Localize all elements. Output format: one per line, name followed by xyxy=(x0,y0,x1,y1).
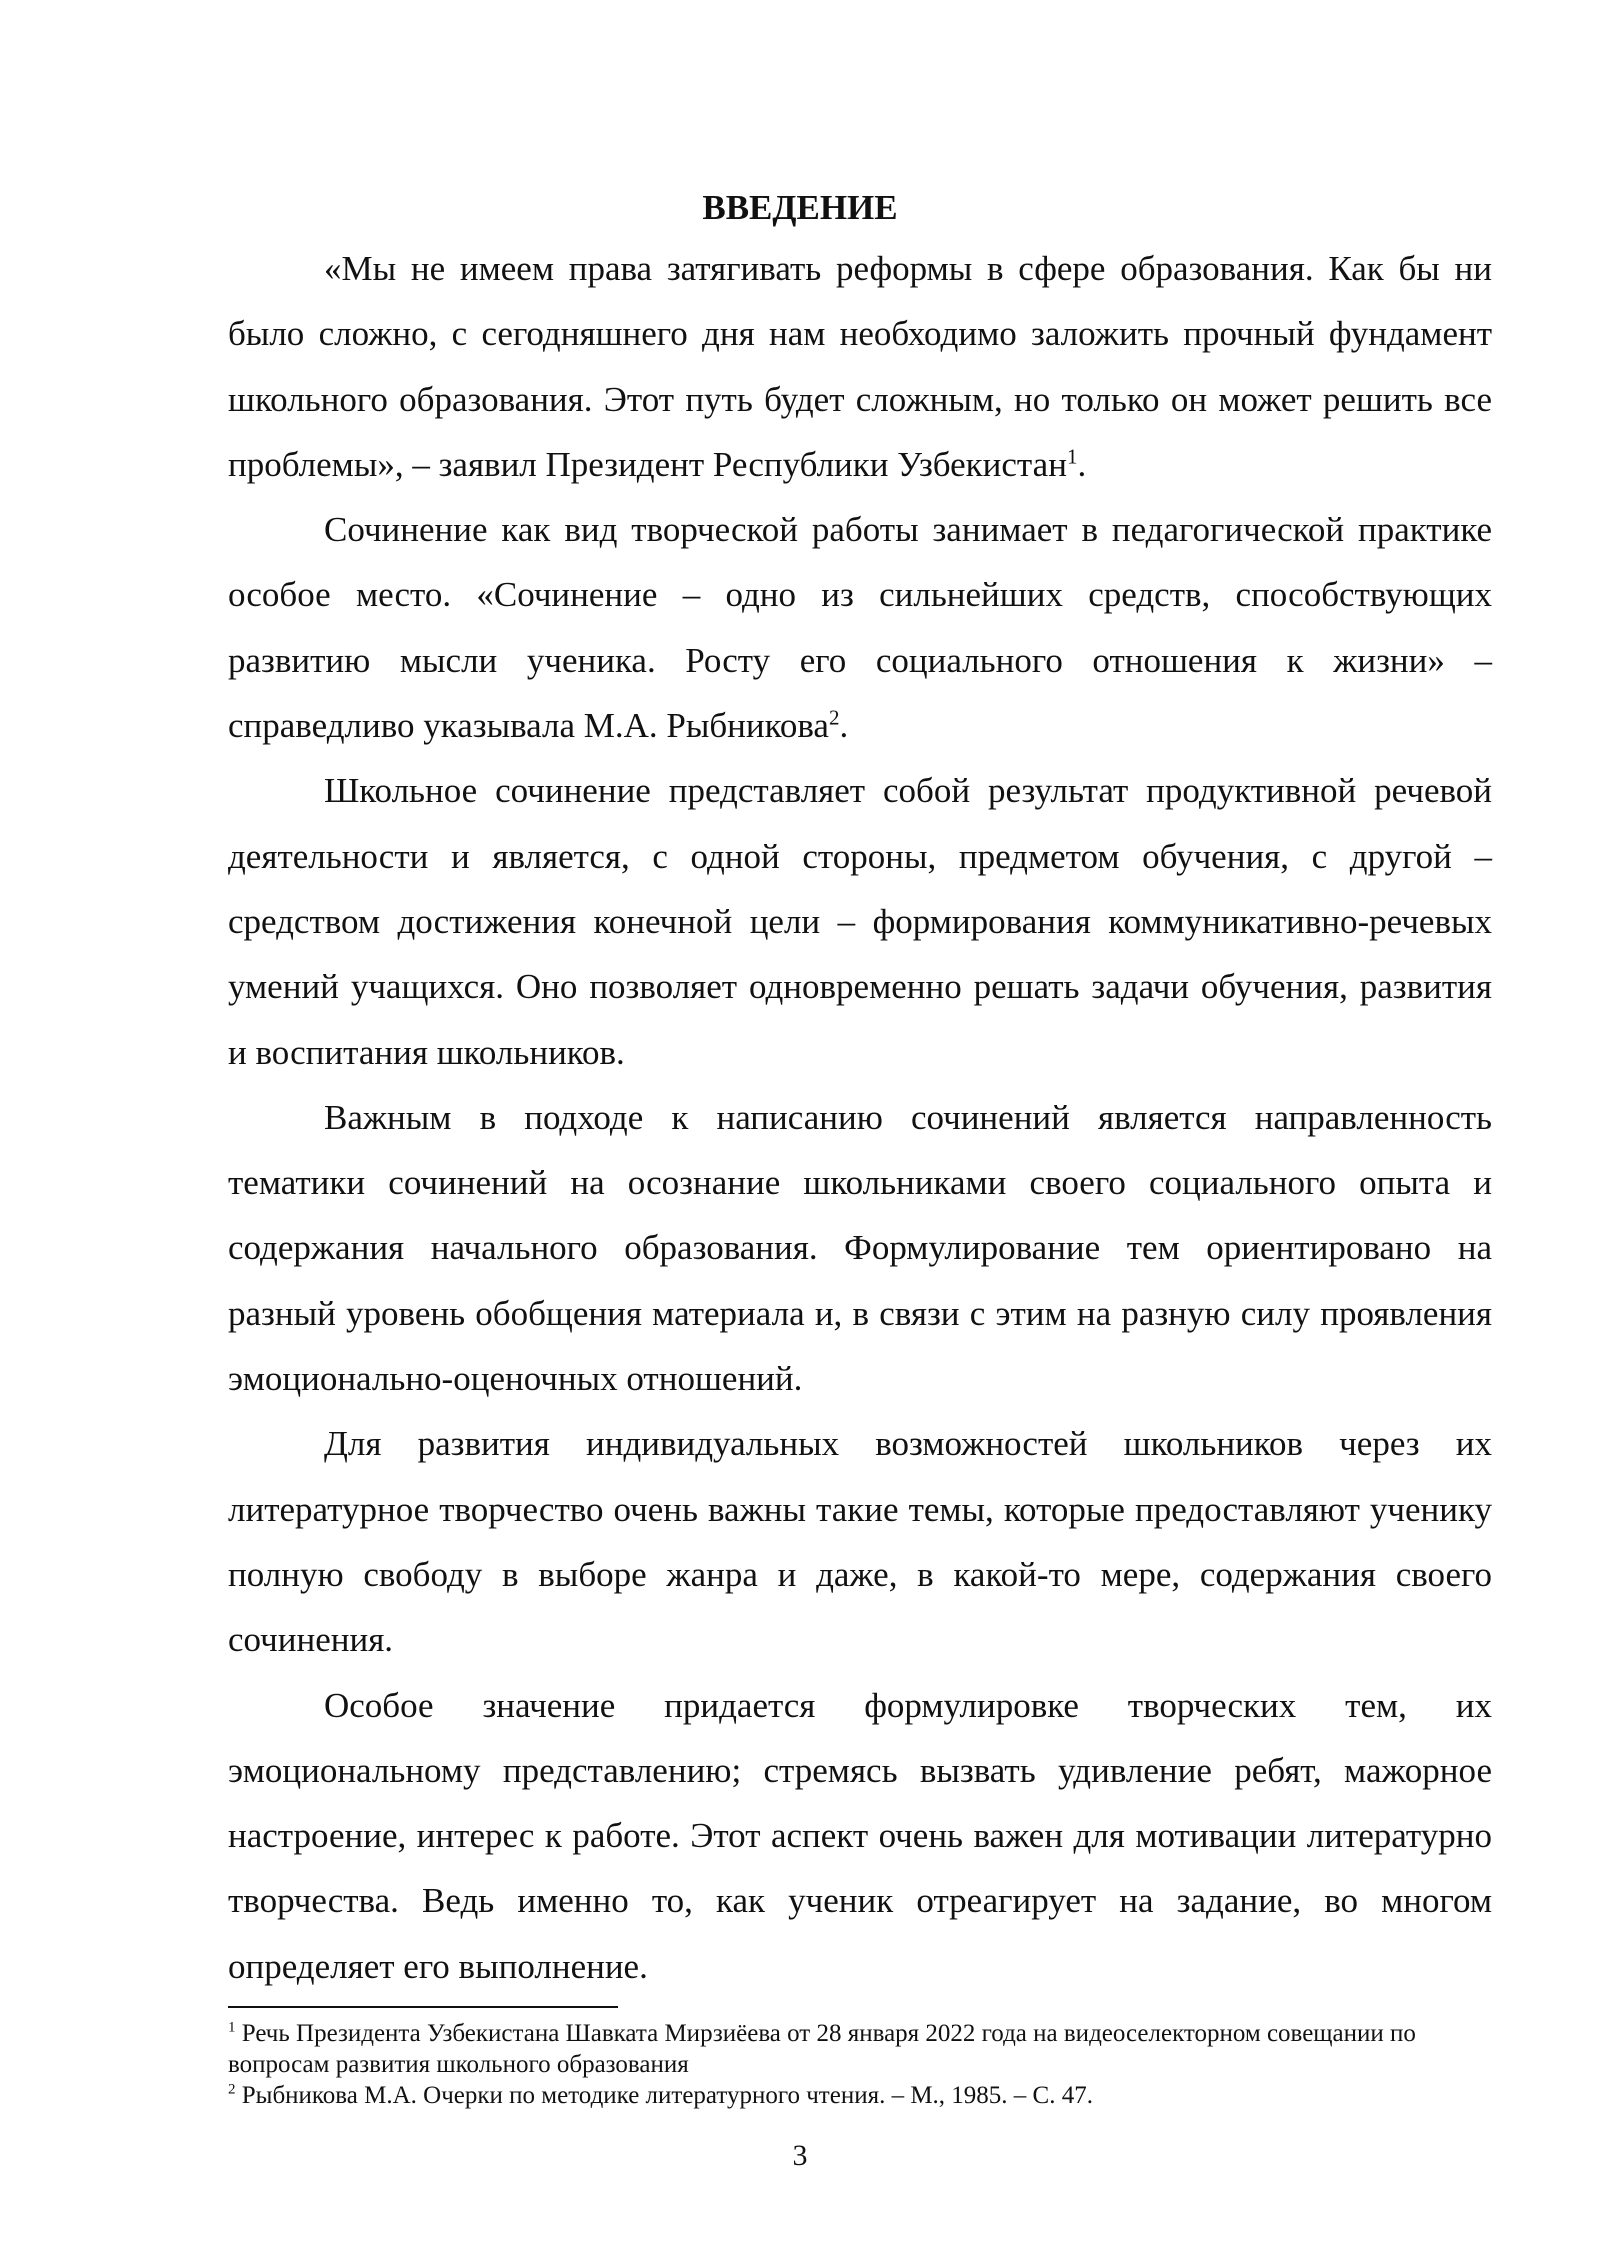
footnote-ref-1[interactable]: 1 xyxy=(1066,444,1078,469)
footnote-1 xyxy=(228,2018,1492,2080)
paragraph-5: Для развития индивидуальных возможностей школьников через их литературное творчество очень важны такие темы, которые предоставляют ученику полную свободу в выборе жанра и даже, в какой-то мере, содержания своего сочинения. xyxy=(228,1424,1492,1660)
section-title: ВВЕДЕНИЕ xyxy=(702,188,898,227)
paragraph-1-tail: . xyxy=(1077,444,1087,484)
footnote-2-number: 2 xyxy=(228,2081,236,2098)
paragraph-2 xyxy=(228,497,1492,758)
body-text xyxy=(228,236,1492,1999)
paragraph-2-tail: . xyxy=(839,706,849,746)
footnotes xyxy=(228,2018,1492,2111)
paragraph-1-text: «Мы не имеем права затягивать реформы в сфере образования. Как бы ни было сложно, с сегодняшнего дня нам необходимо заложить прочный фундамент школьного образования. Этот путь будет сложным, но только он может решить все проблемы», – заявил Президент Республики Узбекистан xyxy=(228,249,1492,484)
page-number: 3 xyxy=(792,2139,808,2172)
footnote-1-number: 1 xyxy=(228,2019,236,2036)
footnote-1-text: Речь Президента Узбекистана Шавката Мирзиёева от 28 января 2022 года на видеоселекторном совещании по вопросам развития школьного образования xyxy=(228,2020,1416,2078)
paragraph-4: Важным в подходе к написанию сочинений является направленность тематики сочинений на осознание школьниками своего социального опыта и содержания начального образования. Формулирование тем ориентировано на разный уровень обобщения материала и, в связи с этим на разную силу проявления эмоционально-оценочных отношений. xyxy=(228,1097,1492,1399)
footnote-2-text: Рыбникова М.А. Очерки по методике литературного чтения. – М., 1985. – С. 47. xyxy=(235,2082,1093,2109)
paragraph-3: Школьное сочинение представляет собой результат продуктивной речевой деятельности и является, с одной стороны, предметом обучения, с другой – средством достижения конечной цели – формирования коммуникативно-речевых умений учащихся. Оно позволяет одновременно решать задачи обучения, развития и воспитания школьников. xyxy=(228,771,1492,1072)
paragraph-6: Особое значение придается формулировке творческих тем, их эмоциональному представлению; стремясь вызвать удивление ребят, мажорное настроение, интерес к работе. Этот аспект очень важен для мотивации литературно творчества. Ведь именно то, как ученик отреагирует на задание, во многом определяет его выполнение. xyxy=(228,1685,1492,1986)
paragraph-1 xyxy=(228,236,1492,497)
footnote-ref-2[interactable]: 2 xyxy=(828,705,840,730)
paragraph-2-text: Сочинение как вид творческой работы занимает в педагогической практике особое место. «Сочинение – одно из сильнейших средств, способствующих развитию мысли ученика. Росту его социального отношения к жизни» – справедливо указывала М.А. Рыбникова xyxy=(228,510,1492,746)
footnote-separator xyxy=(228,2006,618,2008)
footnote-2 xyxy=(228,2080,1492,2111)
